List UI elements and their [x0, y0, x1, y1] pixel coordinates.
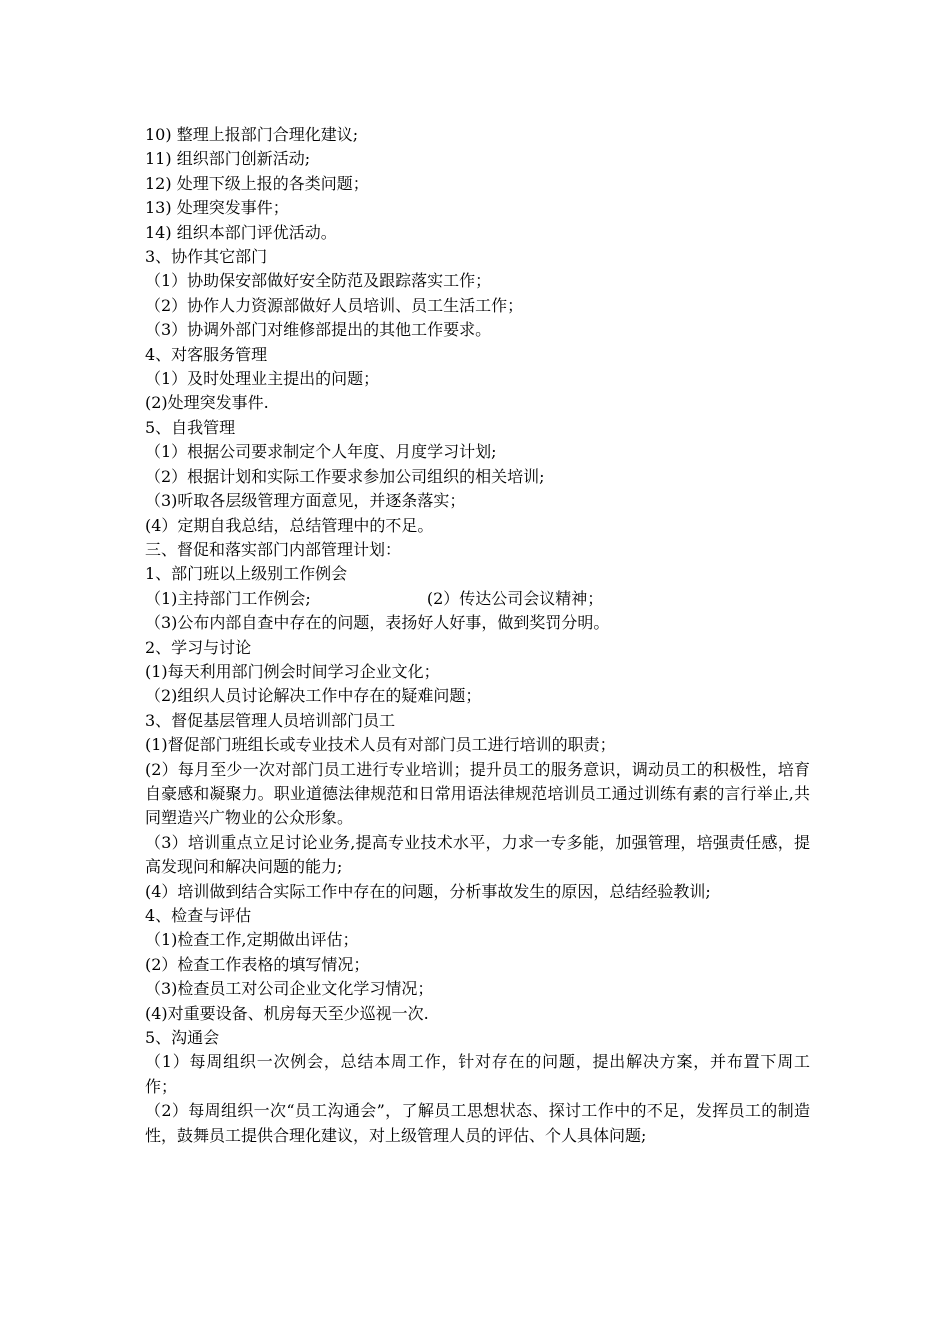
paragraph: (4）培训做到结合实际工作中存在的问题，分析事故发生的原因，总结经验教训;	[145, 881, 711, 901]
document-page	[145, 123, 810, 1148]
two-column-row	[145, 587, 810, 611]
text-line: 12) 处理下级上报的各类问题；	[145, 173, 369, 193]
section-heading: 3、协作其它部门	[145, 247, 268, 267]
section-heading: 4、对客服务管理	[145, 344, 268, 364]
row-right-item: (2）传达公司会议精神；	[426, 588, 604, 608]
text-line: （3)检查员工对公司企业文化学习情况；	[145, 979, 434, 999]
text-line: 13) 处理突发事件；	[145, 198, 289, 218]
section-heading: 3、督促基层管理人员培训部门员工	[145, 710, 396, 730]
text-line: （1）根据公司要求制定个人年度、月度学习计划;	[145, 442, 497, 462]
chapter-heading: 三、督促和落实部门内部管理计划：	[145, 539, 402, 559]
section-heading: 4、检查与评估	[145, 906, 252, 925]
text-line: （1)检查工作,定期做出评估；	[145, 930, 359, 950]
text-line: （3)公布内部自查中存在的问题，表扬好人好事，做到奖罚分明。	[145, 613, 610, 633]
row-left-item: （1)主持部门工作例会;	[145, 588, 311, 608]
section-heading: 2、学习与讨论	[145, 637, 252, 657]
text-line: （2)组织人员讨论解决工作中存在的疑难问题；	[145, 686, 482, 706]
section-heading: 5、自我管理	[145, 417, 236, 437]
paragraph: (2）每月至少一次对部门员工进行专业培训；提升员工的服务意识，调动员工的积极性，培育自豪感和凝聚力。职业道德法律规范和日常用语法律规范培训员工通过训练有素的言行举止,共同塑造兴广物业的公众形象。	[145, 759, 810, 828]
section-heading: 1、部门班以上级别工作例会	[145, 564, 348, 584]
text-line: (4)对重要设备、机房每天至少巡视一次.	[145, 1003, 429, 1023]
text-line: (2)处理突发事件.	[145, 393, 269, 413]
text-line: （1）协助保安部做好安全防范及跟踪落实工作；	[145, 271, 492, 291]
text-line: (1)每天利用部门例会时间学习企业文化；	[145, 661, 440, 681]
text-line: （2）协作人力资源部做好人员培训、员工生活工作；	[145, 295, 524, 315]
section-heading: 5、沟通会	[145, 1028, 220, 1048]
text-line: （3)听取各层级管理方面意见，并逐条落实；	[145, 491, 466, 511]
paragraph: （2）每周组织一次“员工沟通会”，了解员工思想状态、探讨工作中的不足，发挥员工的制造性，鼓舞员工提供合理化建议，对上级管理人员的评估、个人具体问题;	[145, 1101, 810, 1145]
paragraph: （3）培训重点立足讨论业务,提高专业技术水平，力求一专多能，加强管理，培强责任感，提高发现问和解决问题的能力;	[145, 832, 810, 877]
text-line: 11) 组织部门创新活动;	[145, 149, 311, 169]
paragraph: （1）每周组织一次例会，总结本周工作，针对存在的问题，提出解决方案，并布置下周工作；	[145, 1052, 810, 1096]
text-line: 10) 整理上报部门合理化建议;	[145, 125, 359, 144]
text-line: (4）定期自我总结，总结管理中的不足。	[145, 515, 434, 535]
text-line: （2）根据计划和实际工作要求参加公司组织的相关培训;	[145, 466, 545, 486]
text-line: (1)督促部门班组长或专业技术人员有对部门员工进行培训的职责；	[145, 735, 616, 755]
text-line: (2）检查工作表格的填写情况；	[145, 954, 370, 974]
text-line: （3）协调外部门对维修部提出的其他工作要求。	[145, 320, 492, 340]
text-line: （1）及时处理业主提出的问题；	[145, 369, 380, 389]
text-line: 14) 组织本部门评优活动。	[145, 222, 337, 242]
